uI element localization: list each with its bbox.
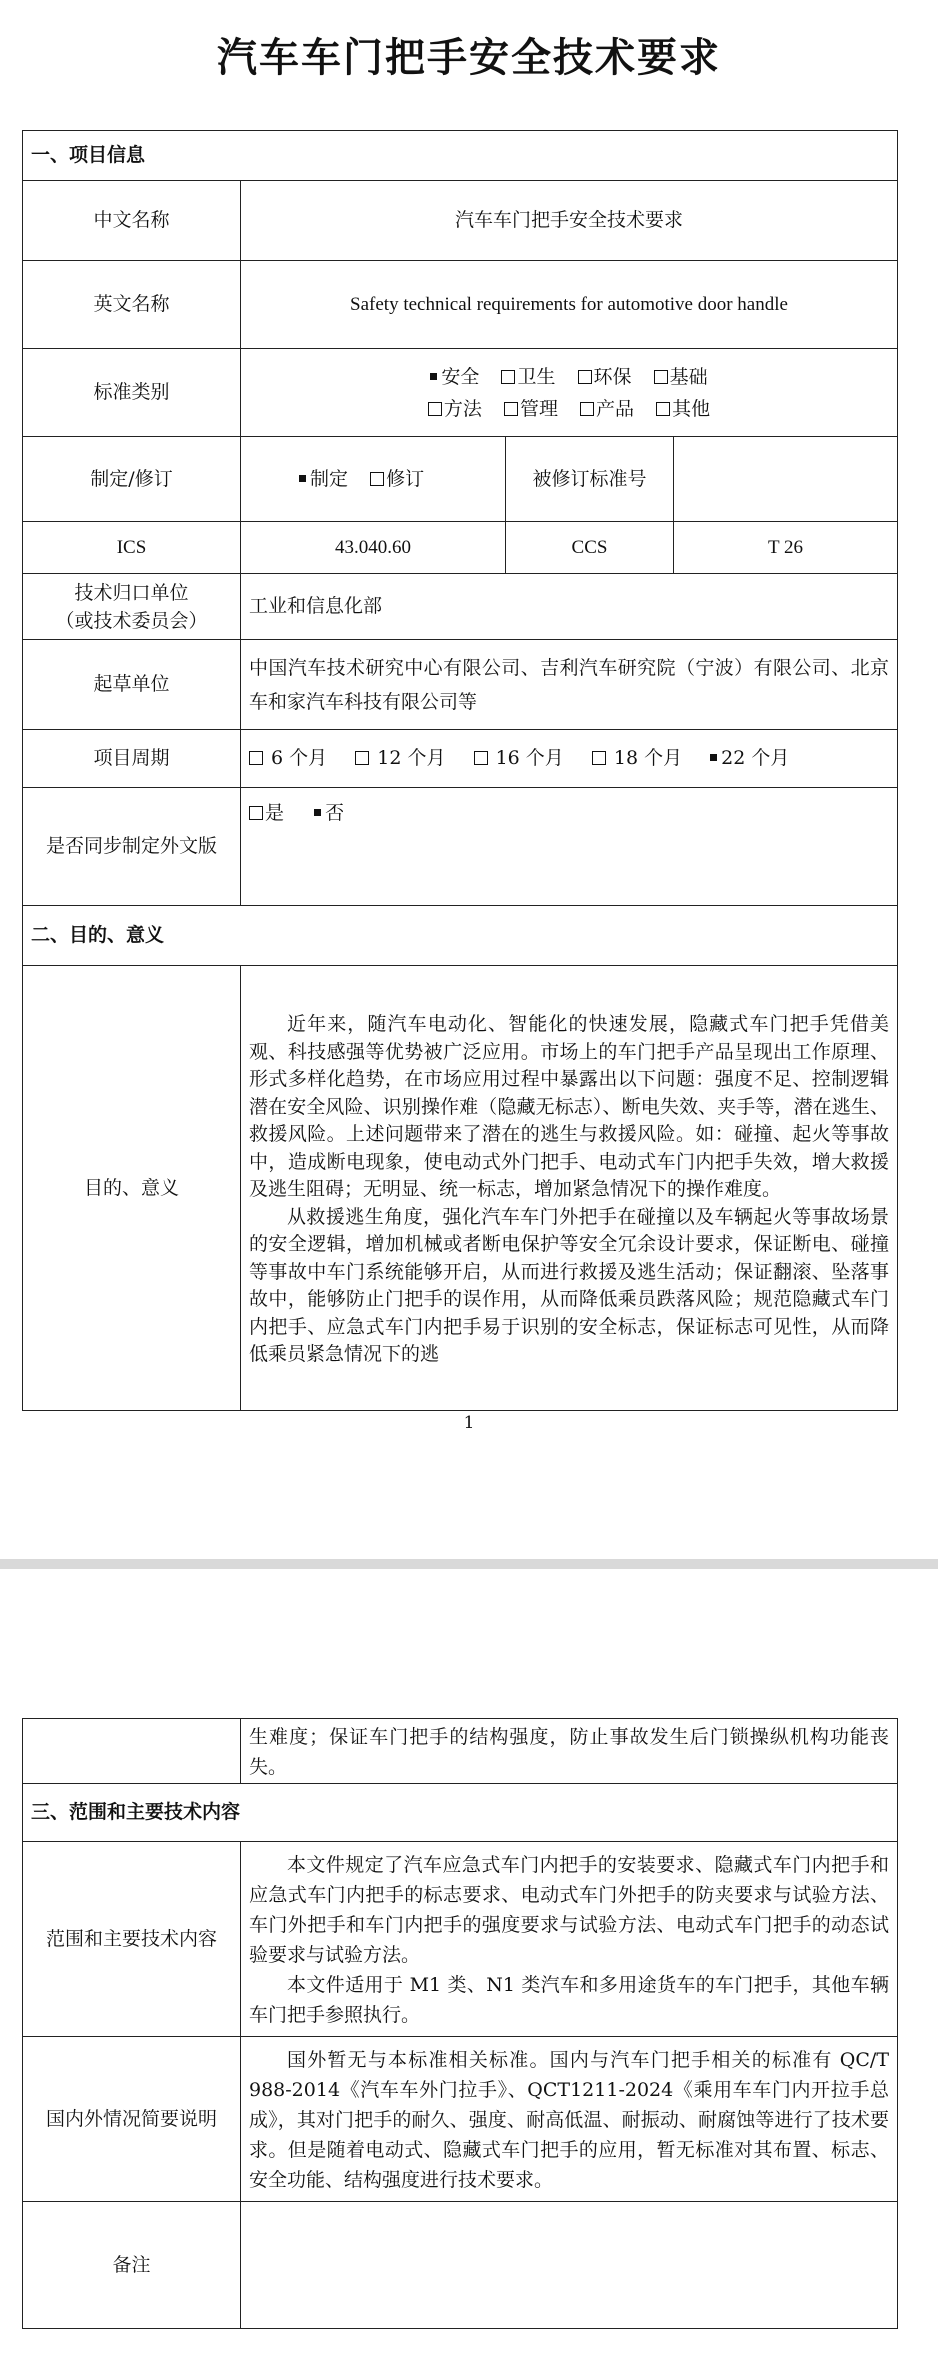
checkbox-empty-icon[interactable] (654, 370, 668, 384)
purpose-paragraph-2: 从救援逃生角度，强化汽车车门外把手在碰撞以及车辆起火等事故场景的安全逻辑，增加机械或者断电保护等安全冗余设计要求，保证断电、碰撞等事故中车门系统能够开启，从而进行救援及逃生活动；保证翻滚、坠落事故中，能够防止门把手的误作用，从而降低乘员跌落风险；规范隐藏式车门内把手、应急式车门内把手易于识别的安全标志，保证标志可见性，从而降低乘员紧急情况下的逃 (249, 1205, 890, 1366)
en-name-value: Safety technical requirements for automotive door handle (241, 261, 898, 349)
purpose-label: 目的、意义 (23, 966, 241, 1411)
category-option[interactable]: 其他 (656, 393, 710, 425)
checkbox-empty-icon[interactable] (578, 370, 592, 384)
cn-name-label: 中文名称 (23, 181, 241, 261)
checkbox-empty-icon[interactable] (249, 751, 263, 765)
status-text (241, 2037, 898, 2202)
purpose-text (241, 966, 898, 1411)
checkbox-checked-icon[interactable] (430, 373, 437, 380)
checkbox-empty-icon[interactable] (592, 751, 606, 765)
scope-paragraph-1: 本文件规定了汽车应急式车门内把手的安装要求、隐藏式车门内把手和应急式车门内把手的标志要求、电动式车门外把手的防夹要求与试验方法、车门外把手和车门内把手的强度要求与试验方法、电动式车门把手的动态试验要求与试验方法。 (249, 1854, 889, 1966)
checkbox-checked-icon[interactable] (299, 475, 306, 482)
category-option[interactable]: 管理 (504, 393, 558, 425)
category-label: 标准类别 (23, 349, 241, 437)
en-name-label: 英文名称 (23, 261, 241, 349)
checkbox-empty-icon[interactable] (501, 370, 515, 384)
checkbox-empty-icon[interactable] (474, 751, 488, 765)
period-label: 项目周期 (23, 730, 241, 788)
scope-table (22, 1718, 898, 2329)
document-title: 汽车车门把手安全技术要求 (217, 35, 721, 81)
drafter-label: 起草单位 (23, 640, 241, 730)
page-number: 1 (463, 1413, 475, 1433)
category-option[interactable]: 产品 (580, 393, 634, 425)
period-option[interactable]: 22 个月 (710, 743, 789, 774)
category-option[interactable]: 方法 (428, 393, 482, 425)
revised-std-value (674, 437, 898, 522)
category-option[interactable]: 安全 (430, 361, 479, 393)
foreign-option[interactable]: 否 (314, 798, 344, 829)
section3-heading: 三、范围和主要技术内容 (23, 1784, 898, 1842)
notes-label: 备注 (23, 2202, 241, 2329)
revision-option[interactable]: 制定 (299, 464, 348, 495)
section1-heading: 一、项目信息 (23, 131, 898, 181)
category-options (241, 349, 898, 437)
revision-label: 制定/修订 (23, 437, 241, 522)
checkbox-checked-icon[interactable] (314, 809, 321, 816)
period-option[interactable]: 12 个月 (355, 743, 445, 774)
category-option[interactable]: 环保 (578, 361, 632, 393)
status-paragraph: 国外暂无与本标准相关标准。国内与汽车门把手相关的标准有 QC/T 988-2014《汽车车外门拉手》、QCT1211-2024《乘用车车门内开拉手总成》，其对门把手的耐久、强度、耐高低温、耐振动、耐腐蚀等进行了技术要求。但是随着电动式、隐藏式车门把手的应用，暂无标准对其布置、标志、安全功能、结构强度进行技术要求。 (249, 2049, 889, 2191)
cn-name-value: 汽车车门把手安全技术要求 (241, 181, 898, 261)
revision-options (241, 437, 506, 522)
section2-heading: 二、目的、意义 (23, 906, 898, 966)
ccs-label: CCS (506, 522, 674, 574)
ics-value: 43.040.60 (241, 522, 506, 574)
checkbox-empty-icon[interactable] (504, 402, 518, 416)
checkbox-empty-icon[interactable] (370, 472, 384, 486)
category-option[interactable]: 卫生 (501, 361, 555, 393)
scope-label: 范围和主要技术内容 (23, 1842, 241, 2037)
period-option[interactable]: 16 个月 (474, 743, 564, 774)
purpose-paragraph-1: 近年来，随汽车电动化、智能化的快速发展，隐藏式车门把手凭借美观、科技感强等优势被广泛应用。市场上的车门把手产品呈现出工作原理、形式多样化趋势，在市场应用过程中暴露出以下问题：强度不足、控制逻辑潜在安全风险、识别操作难（隐藏无标志）、断电失效、夹手等，潜在逃生、救援风险。上述问题带来了潜在的逃生与救援风险。如：碰撞、起火等事故中，造成断电现象，使电动式外门把手、电动式车门内把手失效，增大救援及逃生阻碍；无明显、统一标志，增加紧急情况下的操作难度。 (249, 1013, 890, 1201)
checkbox-empty-icon[interactable] (580, 402, 594, 416)
checkbox-empty-icon[interactable] (355, 751, 369, 765)
revision-option[interactable]: 修订 (370, 464, 424, 495)
status-label: 国内外情况简要说明 (23, 2037, 241, 2202)
drafter-value: 中国汽车技术研究中心有限公司、吉利汽车研究院（宁波）有限公司、北京车和家汽车科技有限公司等 (241, 640, 898, 730)
checkbox-empty-icon[interactable] (656, 402, 670, 416)
checkbox-empty-icon[interactable] (428, 402, 442, 416)
project-info-table (22, 130, 898, 1411)
period-option[interactable]: 6 个月 (249, 743, 327, 774)
scope-paragraph-2: 本文件适用于 M1 类、N1 类汽车和多用途货车的车门把手，其他车辆车门把手参照执行。 (249, 1974, 889, 2026)
checkbox-empty-icon[interactable] (249, 806, 263, 820)
ics-label: ICS (23, 522, 241, 574)
period-options (241, 730, 898, 788)
revised-std-label: 被修订标准号 (506, 437, 674, 522)
ccs-value: T 26 (674, 522, 898, 574)
period-option[interactable]: 18 个月 (592, 743, 682, 774)
scope-text (241, 1842, 898, 2037)
notes-value (241, 2202, 898, 2329)
category-option[interactable]: 基础 (654, 361, 708, 393)
checkbox-checked-icon[interactable] (710, 754, 717, 761)
purpose-label-continued (23, 1719, 241, 1784)
purpose-text-continued: 生难度；保证车门把手的结构强度，防止事故发生后门锁操纵机构功能丧失。 (241, 1719, 898, 1784)
foreign-label: 是否同步制定外文版 (23, 788, 241, 906)
foreign-option[interactable]: 是 (249, 798, 284, 829)
tech-unit-label: 技术归口单位 （或技术委员会） (23, 574, 241, 640)
tech-unit-value: 工业和信息化部 (241, 574, 898, 640)
foreign-options (241, 788, 898, 906)
page-divider (0, 1559, 938, 1569)
